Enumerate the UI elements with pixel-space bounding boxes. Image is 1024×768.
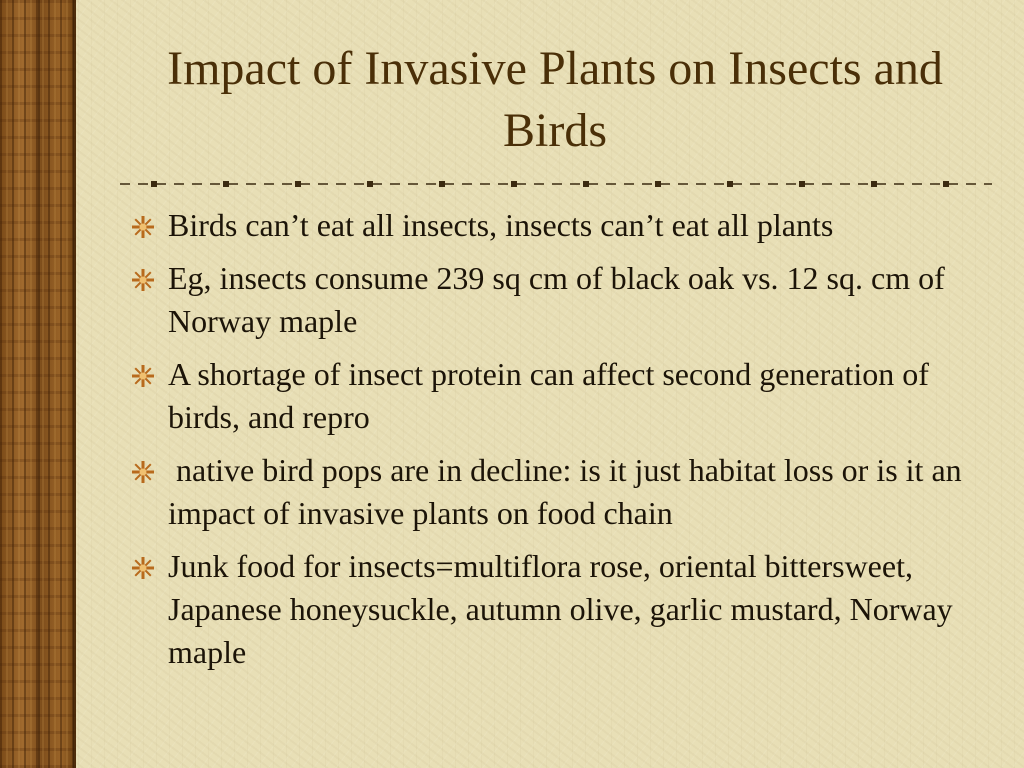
bullet-text: Junk food for insects=multiflora rose, oriental bittersweet, Japanese honeysuckle, autumn olive, garlic mustard, Norway maple <box>168 548 961 670</box>
bullet-text: native bird pops are in decline: is it just habitat loss or is it an impact of invasive plants on food chain <box>168 452 970 531</box>
bullet-item <box>128 545 988 674</box>
bullet-item <box>128 257 988 343</box>
bullet-text: Birds can’t eat all insects, insects can’t eat all plants <box>168 207 834 243</box>
star-burst-icon <box>130 555 156 581</box>
title-divider <box>120 178 992 190</box>
star-burst-icon <box>130 363 156 389</box>
slide-title: Impact of Invasive Plants on Insects and Birds <box>167 42 943 157</box>
bullet-text: Eg, insects consume 239 sq cm of black oak vs. 12 sq. cm of Norway maple <box>168 260 953 339</box>
bullet-item <box>128 353 988 439</box>
star-burst-icon <box>130 459 156 485</box>
bullet-list <box>128 204 988 684</box>
bullet-text: A shortage of insect protein can affect second generation of birds, and repro <box>168 356 937 435</box>
star-burst-icon <box>130 214 156 240</box>
star-burst-icon <box>130 267 156 293</box>
bullet-item <box>128 204 988 247</box>
wood-side-strip <box>0 0 76 768</box>
wood-groove <box>38 0 40 768</box>
bullet-item <box>128 449 988 535</box>
